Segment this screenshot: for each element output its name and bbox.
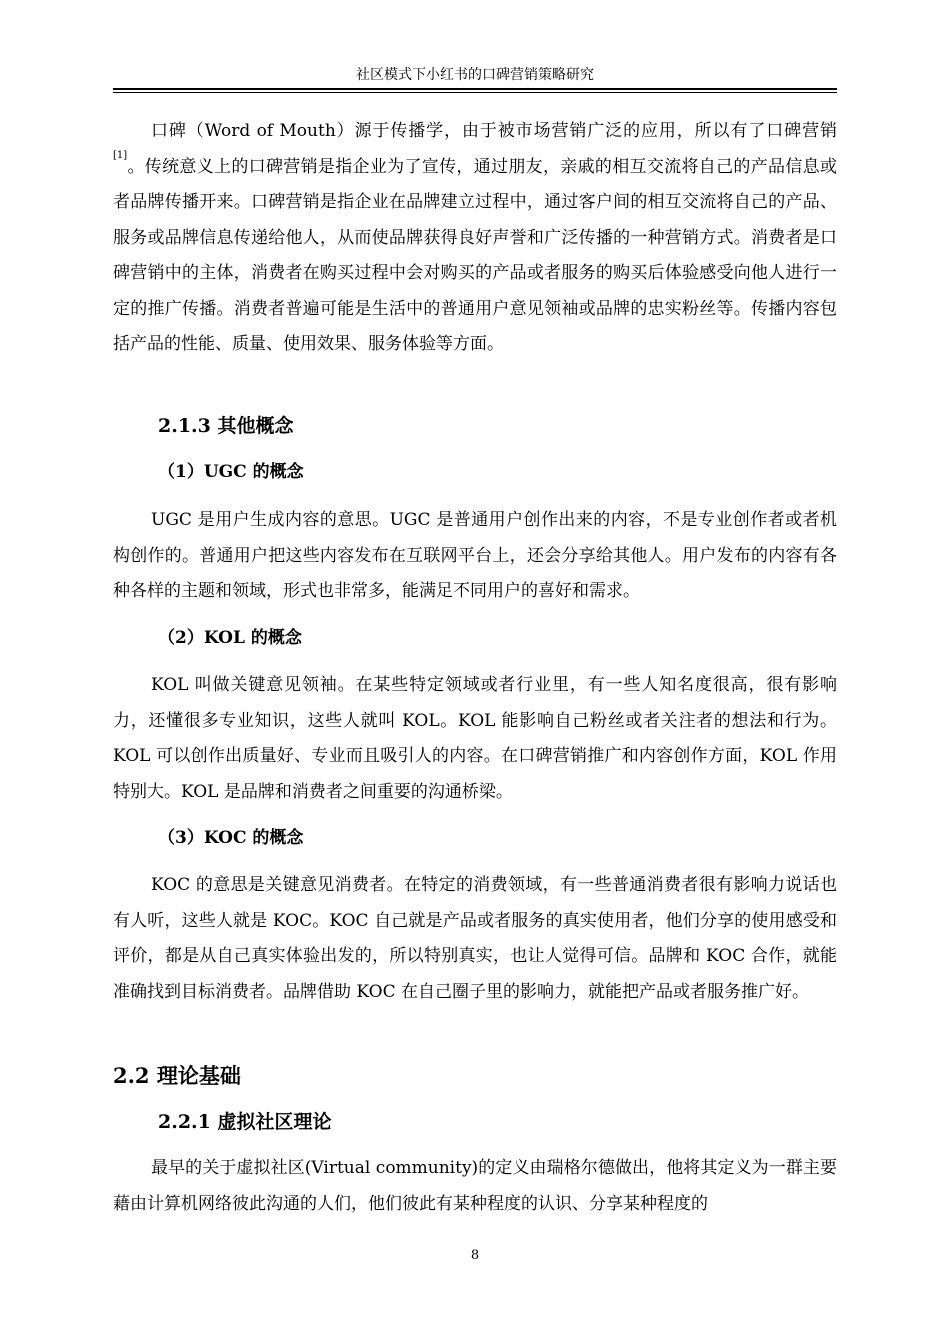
paragraph-ugc: UGC 是用户生成内容的意思。UGC 是普通用户创作出来的内容，不是专业创作者或者机构创作的。普通用户把这些内容发布在互联网平台上，还会分享给其他人。用户发布的内容有各种各样的主题和领域，形式也非常多，能满足不同用户的喜好和需求。 bbox=[113, 510, 837, 601]
paragraph-text: 。传统意义上的口碑营销是指企业为了宣传，通过朋友，亲戚的相互交流将自己的产品信息或者品牌传播开来。口碑营销是指企业在品牌建立过程中，通过客户间的相互交流将自己的产品、服务或品牌信息传递给他人，从而使品牌获得良好声誉和广泛传播的一种营销方式。消费者是口碑营销中的主体，消费者在购买过程中会对购买的产品或者服务的购买后体验感受向他人进行一定的推广传播。消费者普遍可能是生活中的普通用户意见领袖或品牌的忠实粉丝等。传播内容包括产品的性能、质量、使用效果、服务体验等方面。 bbox=[113, 156, 837, 354]
paragraph-koc: KOC 的意思是关键意见消费者。在特定的消费领域，有一些普通消费者很有影响力说话也有人听，这些人就是 KOC。KOC 自己就是产品或者服务的真实使用者，他们分享的使用感受和评价，都是从自己真实体验出发的，所以特别真实，也让人觉得可信。品牌和 KOC 合作，就能准确找到目标消费者。品牌借助 KOC 在自己圈子里的影响力，就能把产品或者服务推广好。 bbox=[113, 875, 837, 1002]
header-rule-thick bbox=[113, 88, 837, 90]
section-heading-2-2: 2.2 理论基础 bbox=[113, 1063, 241, 1088]
section-heading-2-2-1: 2.2.1 虚拟社区理论 bbox=[158, 1111, 332, 1133]
subheading-kol: （2）KOL 的概念 bbox=[158, 628, 302, 648]
page-header-title: 社区模式下小红书的口碑营销策略研究 bbox=[356, 67, 594, 83]
paragraph-word-of-mouth bbox=[113, 114, 837, 363]
paragraph-text: 口碑（Word of Mouth）源于传播学，由于被市场营销广泛的应用，所以有了口碑营销 bbox=[151, 121, 837, 141]
page-number: 8 bbox=[470, 1248, 480, 1263]
section-heading-2-1-3: 2.1.3 其他概念 bbox=[158, 415, 294, 437]
citation-ref: [1] bbox=[113, 149, 128, 161]
paragraph-kol: KOL 叫做关键意见领袖。在某些特定领域或者行业里，有一些人知名度很高，很有影响力，还懂很多专业知识，这些人就叫 KOL。KOL 能影响自己粉丝或者关注者的想法和行为。KOL 可以创作出质量好、专业而且吸引人的内容。在口碑营销推广和内容创作方面，KOL 作用特别大。KOL 是品牌和消费者之间重要的沟通桥梁。 bbox=[113, 675, 837, 802]
paragraph-virtual-community: 最早的关于虚拟社区(Virtual community)的定义由瑞格尔德做出，他将其定义为一群主要藉由计算机网络彼此沟通的人们，他们彼此有某种程度的认识、分享某种程度的 bbox=[113, 1158, 837, 1214]
subheading-ugc: （1）UGC 的概念 bbox=[158, 462, 304, 482]
subheading-koc: （3）KOC 的概念 bbox=[158, 828, 304, 848]
header-rule-thin bbox=[113, 92, 837, 93]
